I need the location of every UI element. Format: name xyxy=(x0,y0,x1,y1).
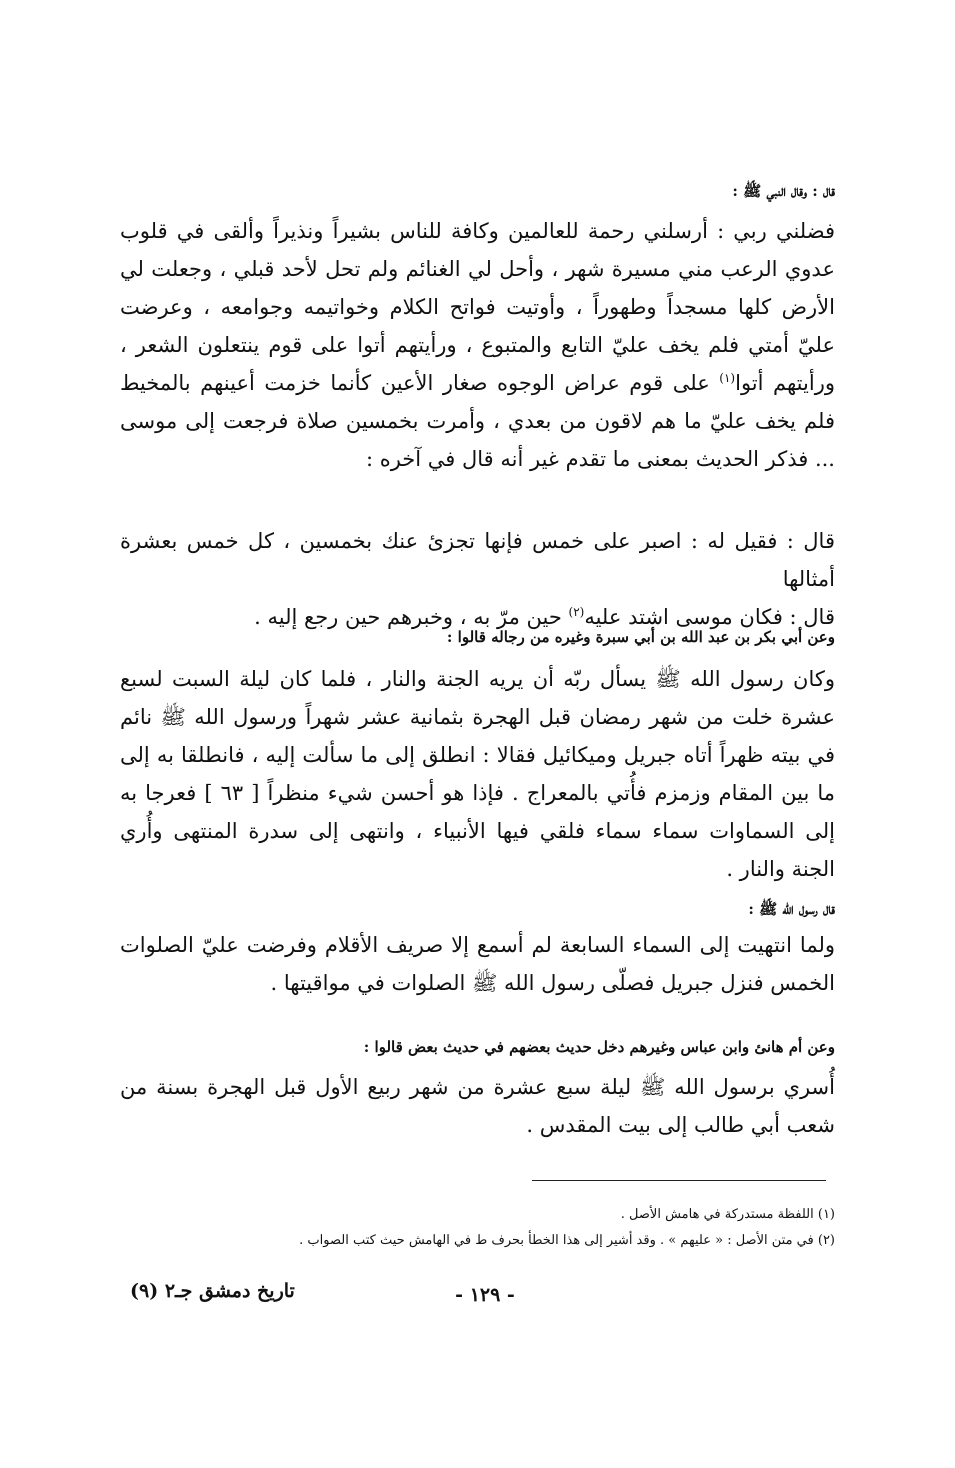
paragraph-1-text xyxy=(120,212,835,478)
footnote-mark-1: (١) xyxy=(719,371,736,385)
footnote-1: (١) اللفظة مستدركة في هامش الأصل . xyxy=(620,1207,835,1222)
paragraph-5-text: أُسري برسول الله ﷺ ليلة سبع عشرة من شهر ربيع الأول قبل الهجرة بسنة من شعب أبي طالب إلى بيت المقدس . xyxy=(120,1075,835,1137)
section-heading-5 xyxy=(120,1036,835,1058)
paragraph-1-part-b: على قوم عراض الوجوه صغار الأعين كأنما خزمت أعينهم بالمخيط فلم يخف عليّ ما هم لاقون من بعدي ، وأمرت بخمسين صلاة فرجعت إلى موسى ... فذكر الحديث بمعنى ما تقدم غير أنه قال في آخره : xyxy=(120,371,835,471)
footnote-2: (٢) في متن الأصل : « عليهم » . وقد أشير إلى هذا الخطأ بحرف ط في الهامش حيث كتب الصواب . xyxy=(299,1233,835,1248)
footnote-divider xyxy=(532,1180,826,1181)
section-heading-3 xyxy=(120,626,835,648)
paragraph-3-text: وكان رسول الله ﷺ يسأل ربّه أن يريه الجنة والنار ، فلما كان ليلة السبت لسبع عشرة خلت من شهر رمضان قبل الهجرة بثمانية عشر شهراً ورسول الله ﷺ نائم في بيته ظهراً أتاه جبريل وميكائيل فقالا : انطلق إلى ما سألت إليه ، فانطلقا به إلى ما بين المقام وزمزم فأُتي بالمعراج . فإذا هو أحسن شيء منظراً [ ٦٣ ] فعرجا به إلى السماوات سماء سماء فلقي فيها الأنبياء ، وانتهى إلى سدرة المنتهى وأُري الجنة والنار . xyxy=(120,667,835,881)
paragraph-2-line-2-b: حين مرّ به ، وخبرهم حين رجع إليه . xyxy=(254,605,562,629)
paragraph-4 xyxy=(120,926,835,1002)
paragraph-2 xyxy=(120,522,835,636)
paragraph-1 xyxy=(120,212,835,478)
paragraph-1-part-a: فضلني ربي : أرسلني رحمة للعالمين وكافة للناس بشيراً ونذيراً وألقى في قلوب عدوي الرعب مني مسيرة شهر ، وأحل لي الغنائم ولم تحل لأحد قبلي ، وجعلت لي الأرض كلها مسجداً وطهوراً ، وأوتيت فواتح الكلام وخواتيمه وجوامعه ، وعرضت عليّ أمتي فلم يخف عليّ التابع والمتبوع ، ورأيتهم أتوا على قوم ينتعلون الشعر ، ورأيتهم أتوا xyxy=(120,219,835,395)
paragraph-2-line-2-a: قال : فكان موسى اشتد عليه xyxy=(584,605,835,629)
paragraph-4-text: ولما انتهيت إلى السماء السابعة لم أسمع إلا صريف الأقلام وفرضت عليّ الصلوات الخمس فنزل جبريل فصلّى رسول الله ﷺ الصلوات في مواقيتها . xyxy=(120,933,835,995)
heading-text: وعن أبي بكر بن عبد الله بن أبي سبرة وغيره من رجاله قالوا : xyxy=(446,628,835,646)
heading-text: وعن أم هانئ وابن عباس وغيرهم دخل حديث بعضهم في حديث بعض قالوا : xyxy=(363,1038,835,1056)
page-number: - ١٢٩ - xyxy=(455,1284,515,1306)
book-title: تاريخ دمشق جـ٢ (٩) xyxy=(130,1280,295,1302)
section-heading-4 xyxy=(120,898,835,920)
footnote-mark-2: (٢) xyxy=(568,605,585,619)
heading-text: قال رسول الله ﷺ : xyxy=(748,900,835,918)
paragraph-3 xyxy=(120,660,835,888)
paragraph-2-line-1: قال : فقيل له : اصبر على خمس فإنها تجزئ عنك بخمسين ، كل خمس بعشرة أمثالها xyxy=(120,529,835,591)
heading-text: قال : وقال النبي ﷺ : xyxy=(732,182,835,200)
section-heading-1 xyxy=(120,180,835,202)
paragraph-5 xyxy=(120,1068,835,1144)
